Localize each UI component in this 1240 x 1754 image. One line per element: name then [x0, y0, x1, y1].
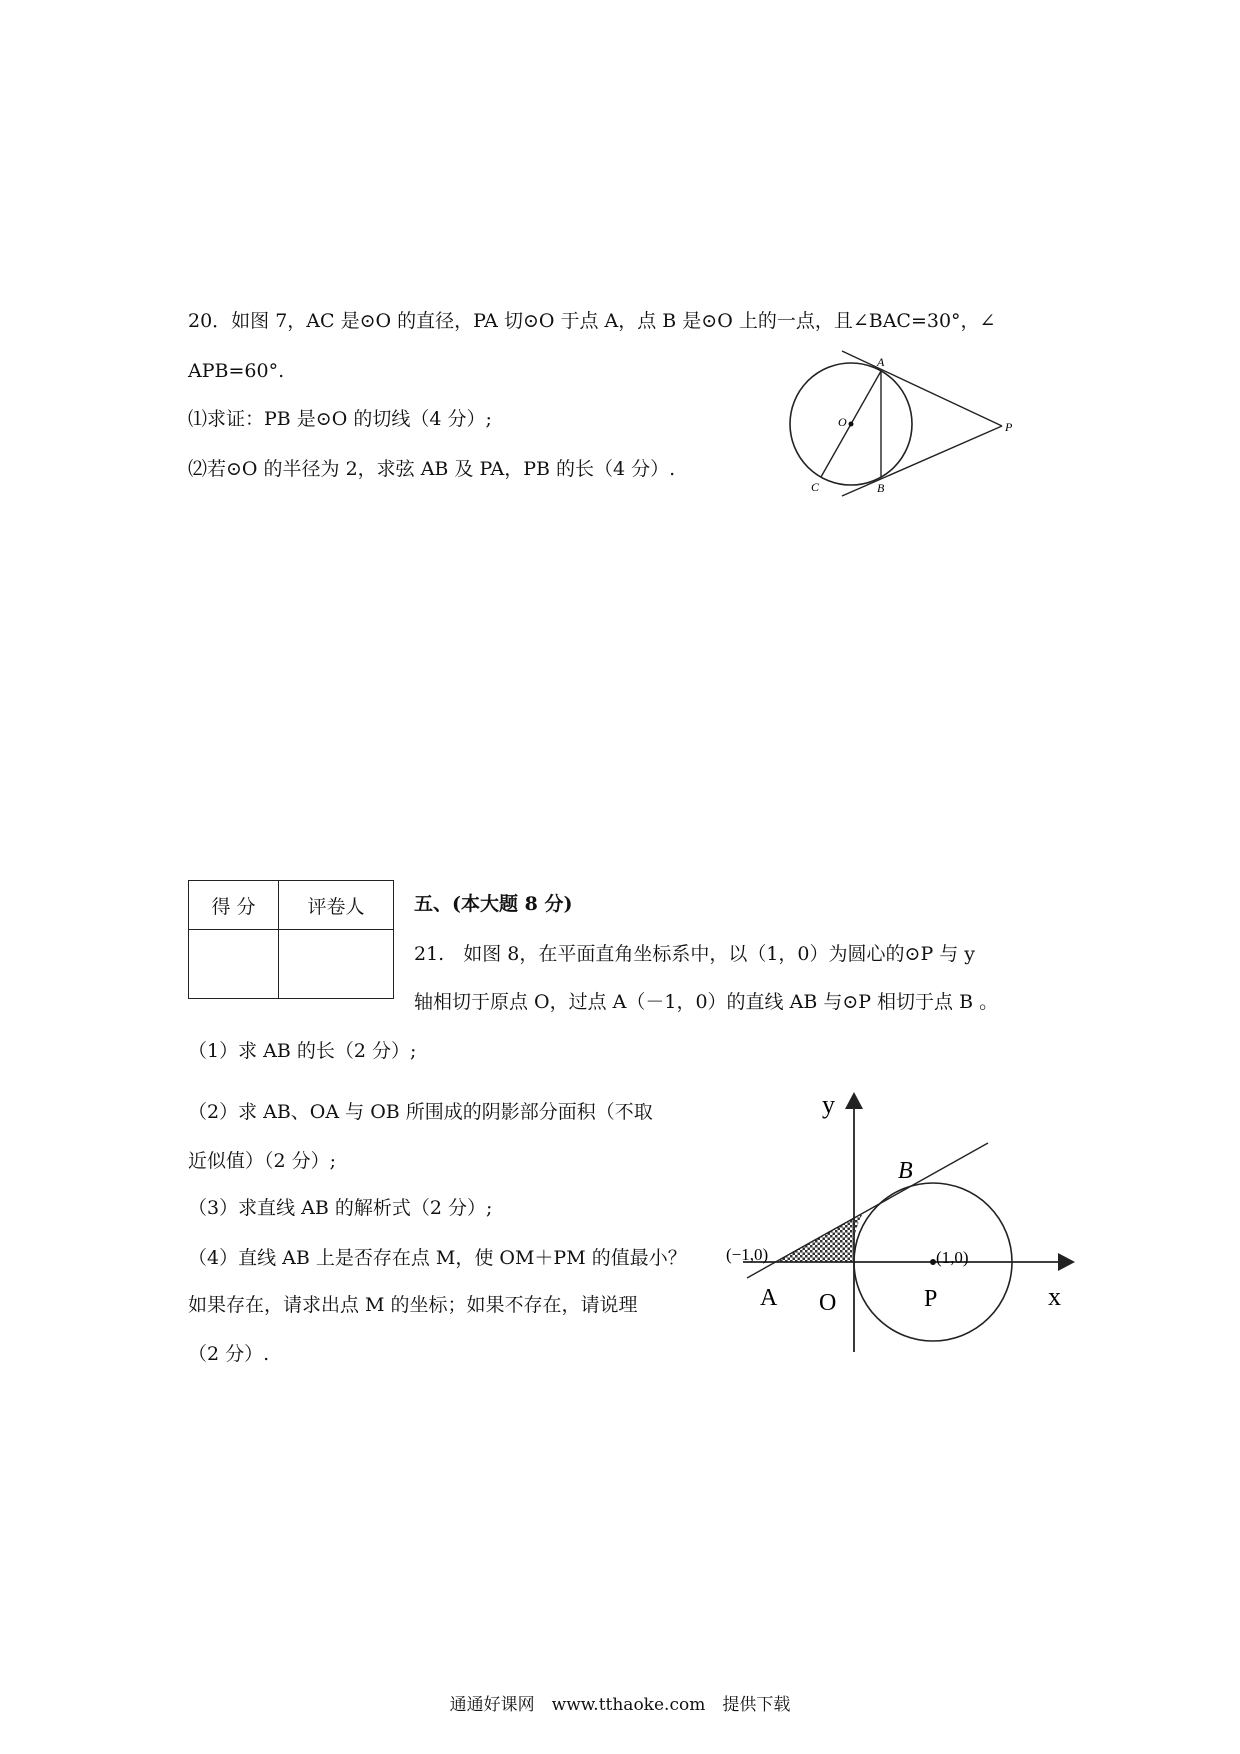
tangent-pa	[842, 351, 1002, 426]
q21-part3: （3）求直线 AB 的解析式（2 分）;	[188, 1197, 493, 1219]
center-o-dot	[849, 422, 854, 427]
q21-part4-line2: 如果存在，请求出点 M 的坐标；如果不存在，请说理	[188, 1294, 638, 1316]
score-table	[188, 880, 394, 999]
q21-part2-line2: 近似值）（2 分）;	[188, 1150, 337, 1172]
label-p: P	[924, 1286, 938, 1312]
q21-part1: （1）求 AB 的长（2 分）;	[188, 1040, 417, 1062]
q20-part2: ⑵若⊙O 的半径为 2，求弦 AB 及 PA，PB 的长（4 分）.	[188, 458, 676, 480]
coord-p: (1,0)	[936, 1248, 969, 1267]
q21-stem-line1: 21. 如图 8，在平面直角坐标系中，以（1，0）为圆心的⊙P 与 y	[414, 943, 976, 965]
section5-title: 五、(本大题 8 分)	[414, 893, 573, 915]
grader-cell[interactable]	[279, 930, 394, 999]
label-x: x	[1048, 1282, 1061, 1311]
label-a: A	[877, 355, 885, 369]
q20-stem-line2: APB=60°.	[188, 360, 285, 382]
footer-text: 通通好课网 www.tthaoke.com 提供下载	[449, 1695, 791, 1715]
q21-part2-line1: （2）求 AB、OA 与 OB 所围成的阴影部分面积（不取	[188, 1101, 653, 1123]
coord-a: (−1,0)	[726, 1245, 769, 1264]
label-c: C	[811, 480, 820, 494]
score-header: 得 分	[189, 881, 279, 930]
q21-part4-line1: （4）直线 AB 上是否存在点 M，使 OM＋PM 的值最小？	[188, 1247, 687, 1269]
q20-part1: ⑴求证：PB 是⊙O 的切线（4 分）;	[188, 408, 492, 430]
q21-part4-line3: （2 分）.	[188, 1343, 270, 1365]
label-b: B	[898, 1158, 913, 1184]
q21-stem-line2: 轴相切于原点 O，过点 A（－1，0）的直线 AB 与⊙P 相切于点 B 。	[414, 991, 999, 1013]
label-b: B	[877, 481, 885, 495]
y-axis-arrow	[845, 1092, 863, 1109]
label-a: A	[760, 1285, 778, 1311]
score-cell[interactable]	[189, 930, 279, 999]
x-axis-arrow	[1058, 1253, 1075, 1271]
label-o: O	[838, 415, 847, 429]
label-p: P	[1005, 420, 1013, 434]
q20-stem-line1: 20．如图 7，AC 是⊙O 的直径，PA 切⊙O 于点 A，点 B 是⊙O 上的一点，且∠BAC=30°，∠	[188, 310, 996, 332]
tangent-pb	[842, 426, 1002, 496]
label-y: y	[822, 1090, 835, 1119]
label-o: O	[819, 1290, 837, 1316]
figure-8	[720, 1082, 1090, 1360]
grader-header: 评卷人	[279, 881, 394, 930]
figure-7	[780, 346, 1030, 506]
